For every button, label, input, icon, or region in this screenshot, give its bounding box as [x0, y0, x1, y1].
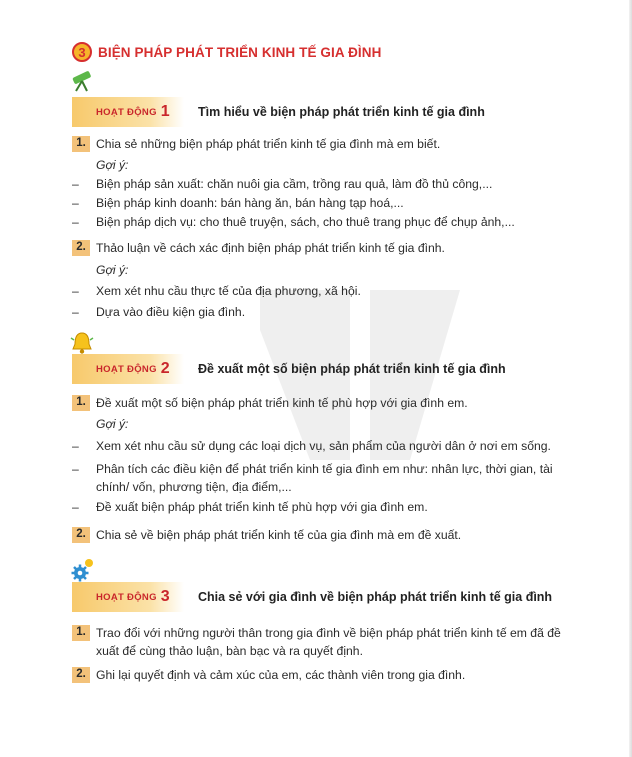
hint-point: – Đề xuất biện pháp phát triển kinh tế phù hợp với gia đình em.: [72, 500, 428, 514]
task-number-badge: 1.: [72, 395, 90, 411]
task-text: Trao đổi với những người thân trong gia đình về biện pháp phát triển kinh tế em đã đề xuất để cùng thảo luận, bàn bạc và ra quyết định.: [96, 626, 561, 658]
task-item: [72, 625, 572, 660]
activity-2-badge: [72, 354, 184, 384]
task-text: Chia sẻ những biện pháp phát triển kinh tế gia đình mà em biết.: [96, 137, 441, 151]
task-text: Thảo luận về cách xác định biện pháp phát triển kinh tế gia đình.: [96, 241, 445, 255]
activity-number: 3: [160, 588, 170, 605]
hint-point: – Dựa vào điều kiện gia đình.: [72, 305, 246, 319]
task-text: Chia sẻ về biện pháp phát triển kinh tế của gia đình mà em đề xuất.: [96, 528, 462, 542]
task-number-badge: 1.: [72, 136, 90, 152]
task-text: Ghi lại quyết định và cảm xúc của em, các thành viên trong gia đình.: [96, 668, 466, 682]
task-item: [72, 395, 572, 413]
hint-point: – Xem xét nhu cầu thực tế của địa phương, xã hội.: [72, 284, 361, 298]
activity-number: 2: [160, 360, 170, 377]
activity-label: HOẠT ĐỘNG: [96, 363, 157, 375]
activity-2-header: [72, 354, 506, 384]
task-item: [72, 240, 572, 258]
activity-label: HOẠT ĐỘNG: [96, 106, 157, 118]
bell-icon: [70, 330, 94, 356]
hint-point: – Biện pháp dịch vụ: cho thuê truyện, sách, cho thuê trang phục để chụp ảnh,...: [72, 215, 515, 229]
activity-title: Chia sẻ với gia đình về biện pháp phát triển kinh tế gia đình: [198, 590, 553, 604]
section-header: [72, 42, 381, 62]
task-item: [72, 136, 572, 154]
task-text: Đề xuất một số biện pháp phát triển kinh tế phù hợp với gia đình em.: [96, 396, 468, 410]
telescope-icon: [70, 70, 96, 92]
section-title: BIỆN PHÁP PHÁT TRIỂN KINH TẾ GIA ĐÌNH: [98, 44, 382, 60]
task-item: [72, 667, 572, 685]
task-item: [72, 527, 572, 545]
hint-point: – Biện pháp sản xuất: chăn nuôi gia cầm, trồng rau quả, làm đồ thủ công,...: [72, 177, 493, 191]
task-number-badge: 2.: [72, 667, 90, 683]
activity-title: Tìm hiểu về biện pháp phát triển kinh tế gia đình: [198, 105, 485, 119]
hint-label: Gợi ý:: [96, 263, 129, 277]
activity-3-badge: [72, 582, 184, 612]
activity-3-header: [72, 582, 552, 612]
activity-title: Đề xuất một số biện pháp phát triển kinh tế gia đình: [198, 362, 506, 376]
hint-point: – Biện pháp kinh doanh: bán hàng ăn, bán hàng tạp hoá,...: [72, 196, 404, 210]
hint-label: Gợi ý:: [96, 417, 129, 431]
hint-point: – Phân tích các điều kiện để phát triển kinh tế gia đình em như: nhân lực, thời gian, tài chính/ vốn, phương tiện, địa điểm,...: [72, 462, 553, 494]
task-number-badge: 1.: [72, 625, 90, 641]
activity-label: HOẠT ĐỘNG: [96, 591, 157, 603]
gear-icon: [70, 557, 98, 583]
activity-1-badge: [72, 97, 184, 127]
task-number-badge: 2.: [72, 240, 90, 256]
hint-point: – Xem xét nhu cầu sử dụng các loại dịch vụ, sản phẩm của người dân ở nơi em sống.: [72, 439, 551, 453]
activity-number: 1: [160, 103, 170, 120]
section-number: 3: [72, 42, 92, 62]
hint-label: Gợi ý:: [96, 158, 129, 172]
task-number-badge: 2.: [72, 527, 90, 543]
activity-1-header: [72, 97, 485, 127]
